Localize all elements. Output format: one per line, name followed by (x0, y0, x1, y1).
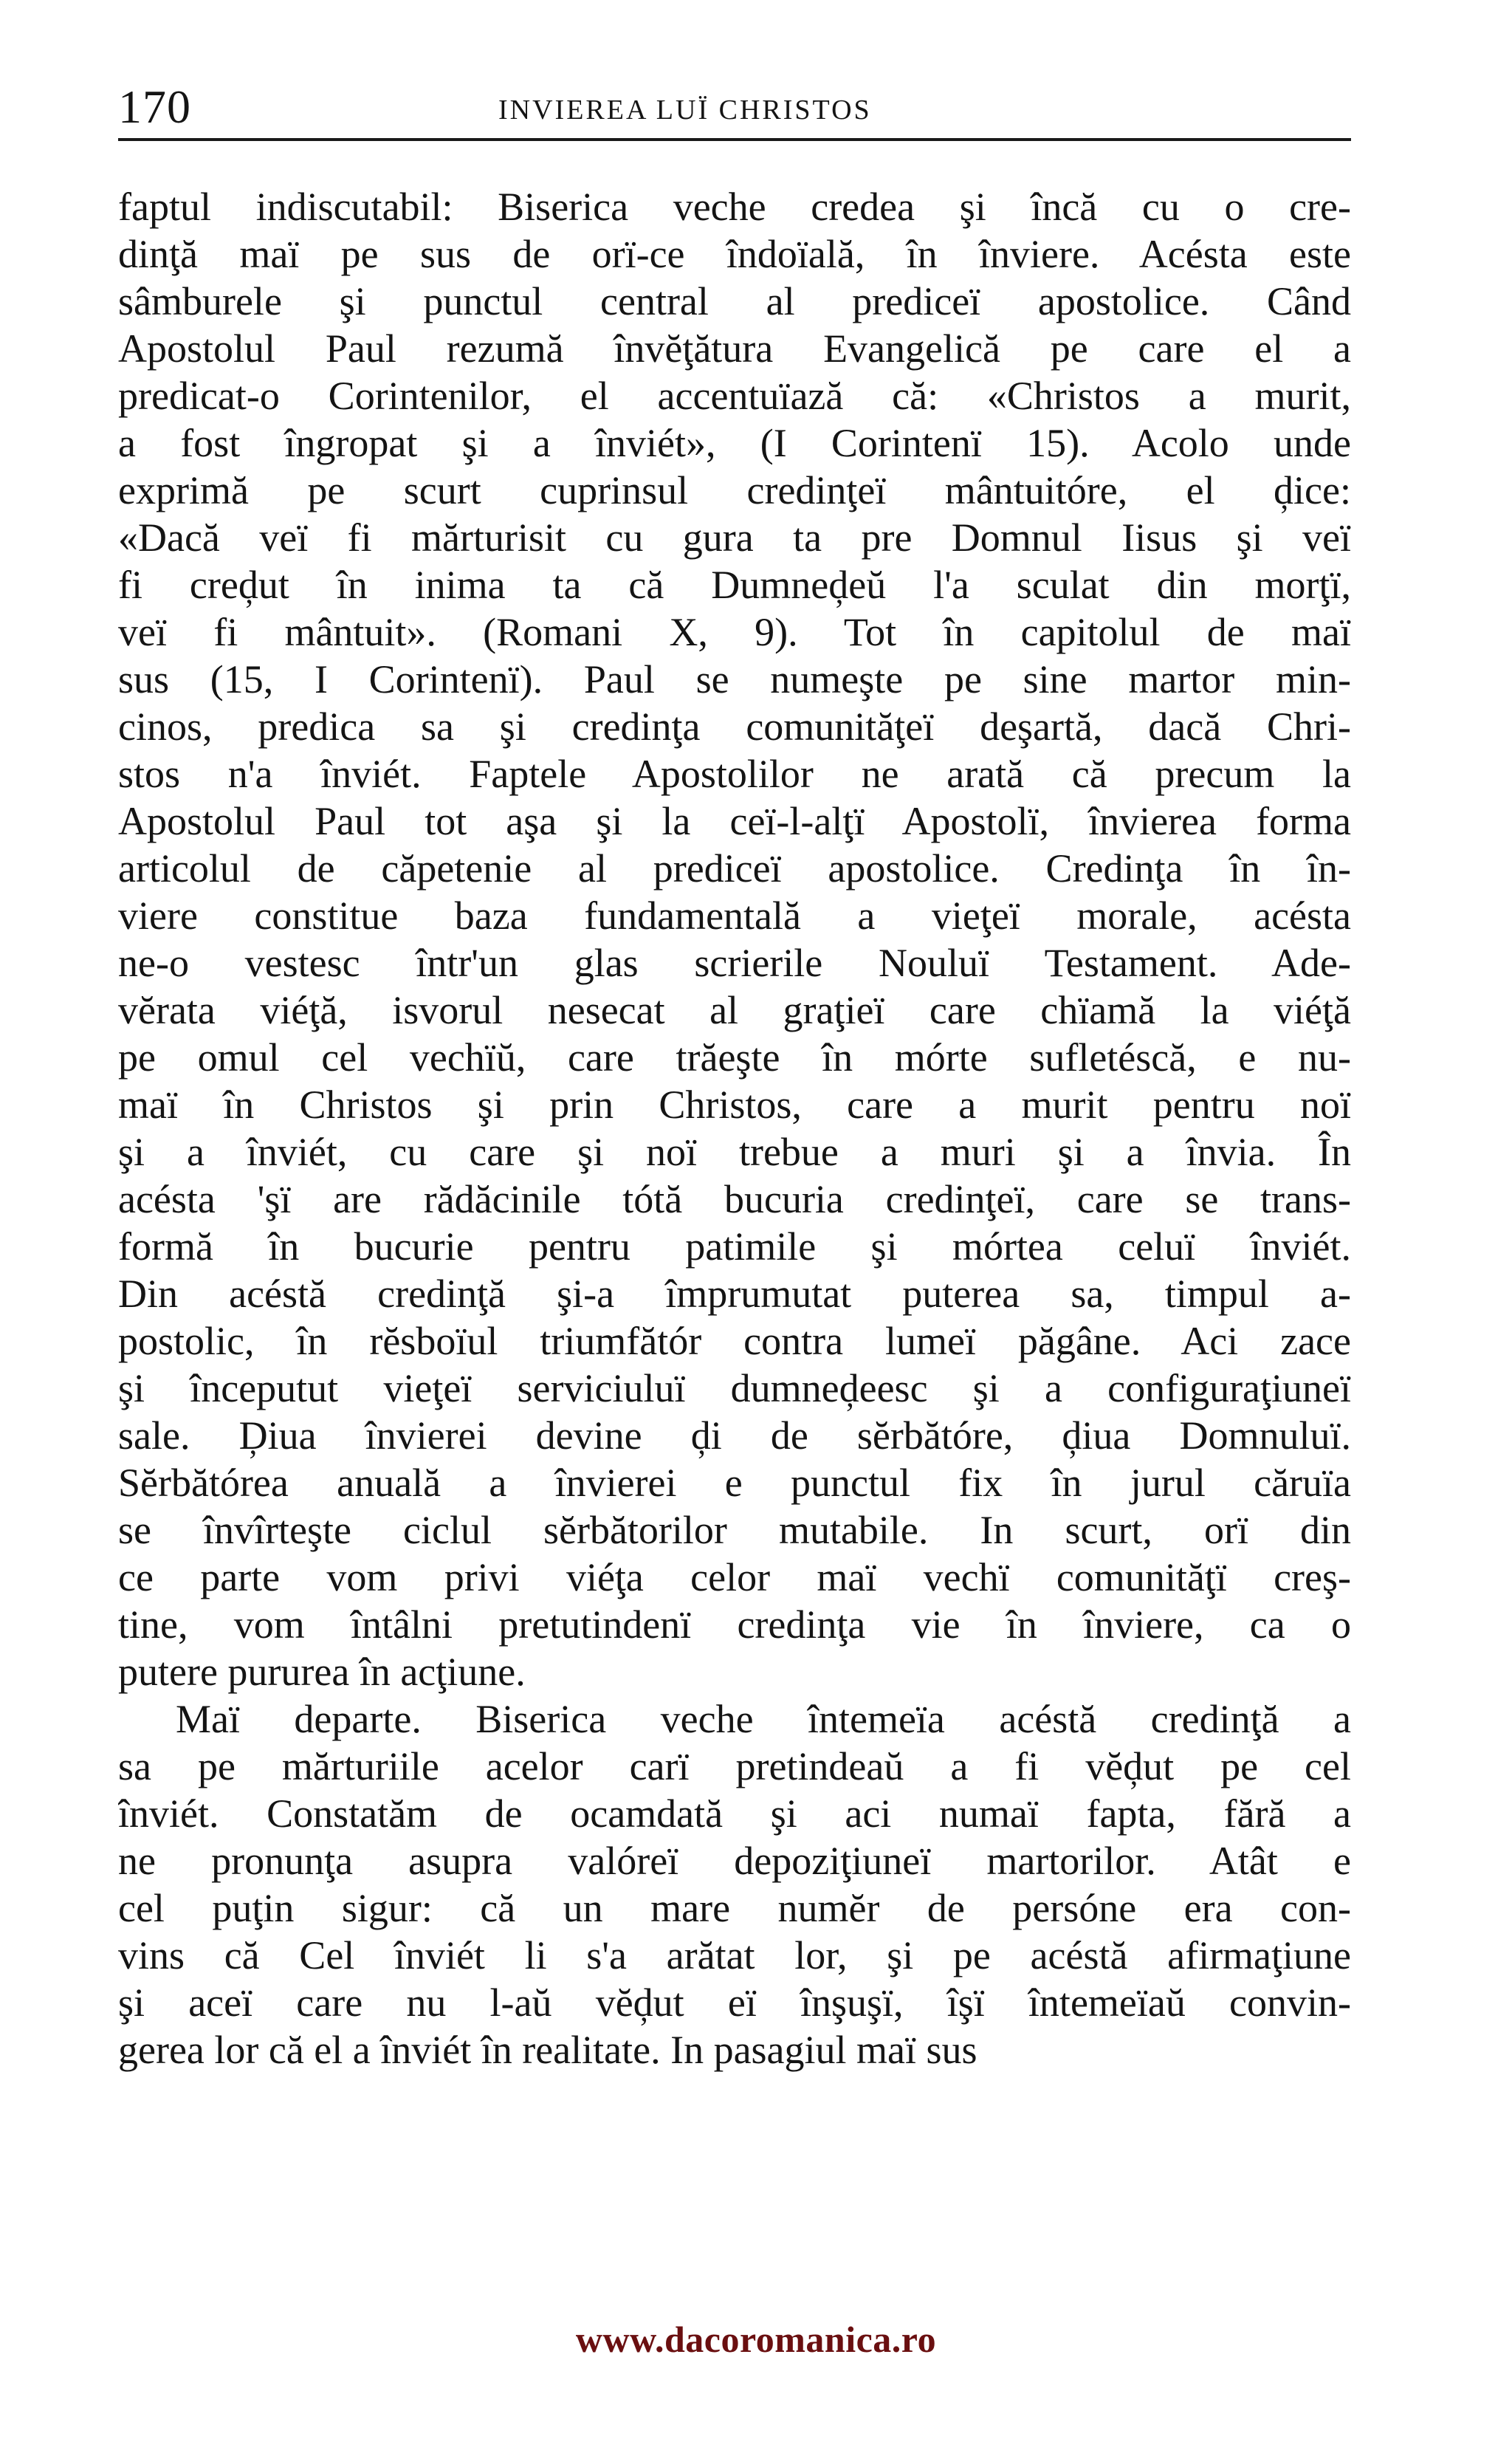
text-line: «Dacă veï fi mărturisit cu gura ta pre Domnul Iisus şi veï (118, 515, 1351, 560)
text-line: Apostolul Paul tot aşa şi la ceï-l-alţï Apostolï, învierea forma (118, 799, 1351, 843)
text-line: faptul indiscutabil: Biserica veche credea şi încă cu o cre- (118, 185, 1351, 229)
text-line: sâmburele şi punctul central al prediceï apostolice. Când (118, 279, 1351, 323)
text-line: tine, vom întâlni pretutindenï credinţa vie în înviere, ca o (118, 1602, 1351, 1647)
text-line: Sĕrbătórea anuală a învierei e punctul fix în jurul căruïa (118, 1461, 1351, 1505)
text-line: fi creḑut în inima ta că Dumneḑeŭ l'a sculat din morţï, (118, 563, 1351, 607)
text-line: Din acéstă credinţă şi-a împrumutat puterea sa, timpul a- (118, 1272, 1351, 1316)
text-line: sa pe mărturiile acelor carï pretindeaŭ a fi vĕḑut pe cel (118, 1744, 1351, 1788)
text-line: a fost îngropat şi a înviét», (I Corintenï 15). Acolo unde (118, 421, 1351, 465)
text-line: putere pururea în acţiune. (118, 1650, 526, 1694)
text-line: sale. Ḑiua învierei devine ḑi de sĕrbătóre, ḑiua Domnuluï. (118, 1413, 1351, 1458)
page-number: 170 (118, 80, 191, 133)
text-line: vins că Cel înviét li s'a arătat lor, şi pe acéstă afirmaţiune (118, 1933, 1351, 1977)
text-line: Apostolul Paul rezumă învĕţătura Evangelică pe care el a (118, 326, 1351, 371)
text-line: vĕrata viéţă, isvorul nesecat al graţieï care chïamă la viéţă (118, 988, 1351, 1032)
text-line: articolul de căpetenie al prediceï apostolice. Credinţa în în- (118, 846, 1351, 891)
text-line: şi aceï care nu l-aŭ vĕḑut eï înşuşï, îşï întemeïaŭ convin- (118, 1980, 1351, 2025)
body-text (118, 183, 1351, 2073)
text-line: exprimă pe scurt cuprinsul credinţeï mântuitóre, el ḑice: (118, 468, 1351, 512)
text-line: ne pronunţa asupra valóreï depoziţiuneï martorilor. Atât e (118, 1839, 1351, 1883)
text-line: gerea lor că el a înviét în realitate. In pasagiul maï sus (118, 2028, 977, 2072)
text-line: veï fi mântuit». (Romani X, 9). Tot în capitolul de maï (118, 610, 1351, 654)
text-line: acésta 'şï are rădăcinile tótă bucuria credinţeï, care se trans- (118, 1177, 1351, 1221)
text-line: Maï departe. Biserica veche întemeïa acéstă credinţă a (176, 1697, 1351, 1741)
text-line: maï în Christos şi prin Christos, care a murit pentru noï (118, 1083, 1351, 1127)
text-line: viere constitue baza fundamentală a vieţeï morale, acésta (118, 893, 1351, 938)
text-line: şi a înviét, cu care şi noï trebue a muri şi a învia. În (118, 1130, 1351, 1174)
paragraph (118, 1695, 1351, 2073)
text-line: înviét. Constatăm de ocamdată şi aci numaï fapta, fără a (118, 1791, 1351, 1836)
paragraph (118, 183, 1351, 1695)
text-line: cinos, predica sa şi credinţa comunităţeï deşartă, dacă Chri- (118, 704, 1351, 749)
text-line: şi începutut vieţeï serviciuluï dumneḑeesc şi a configuraţiuneï (118, 1366, 1351, 1410)
text-line: cel puţin sigur: că un mare numĕr de persóne era con- (118, 1886, 1351, 1930)
header-rule (118, 138, 1351, 141)
text-line: dinţă maï pe sus de orï-ce îndoïală, în înviere. Acésta este (118, 232, 1351, 276)
text-line: pe omul cel vechïŭ, care trăeşte în mórte sufletéscă, e nu- (118, 1035, 1351, 1080)
text-line: formă în bucurie pentru patimile şi mórtea celuï înviét. (118, 1224, 1351, 1269)
text-line: ne-o vestesc într'un glas scrierile Nouluï Testament. Ade- (118, 941, 1351, 985)
running-title: INVIEREA LUÏ CHRISTOS (498, 95, 872, 126)
footer-watermark: www.dacoromanica.ro (575, 2319, 937, 2360)
page-header (118, 78, 1351, 137)
text-line: ce parte vom privi viéţa celor maï vechï comunităţï creş- (118, 1555, 1351, 1599)
text-line: predicat-o Corintenilor, el accentuïază că: «Christos a murit, (118, 374, 1351, 418)
text-line: sus (15, I Corintenï). Paul se numeşte pe sine martor min- (118, 657, 1351, 701)
text-line: stos n'a înviét. Faptele Apostolilor ne arată că precum la (118, 752, 1351, 796)
text-line: se învîrteşte ciclul sĕrbătorilor mutabile. In scurt, orï din (118, 1508, 1351, 1552)
text-line: postolic, în rĕsboïul triumfătór contra lumeï păgâne. Aci zace (118, 1319, 1351, 1363)
